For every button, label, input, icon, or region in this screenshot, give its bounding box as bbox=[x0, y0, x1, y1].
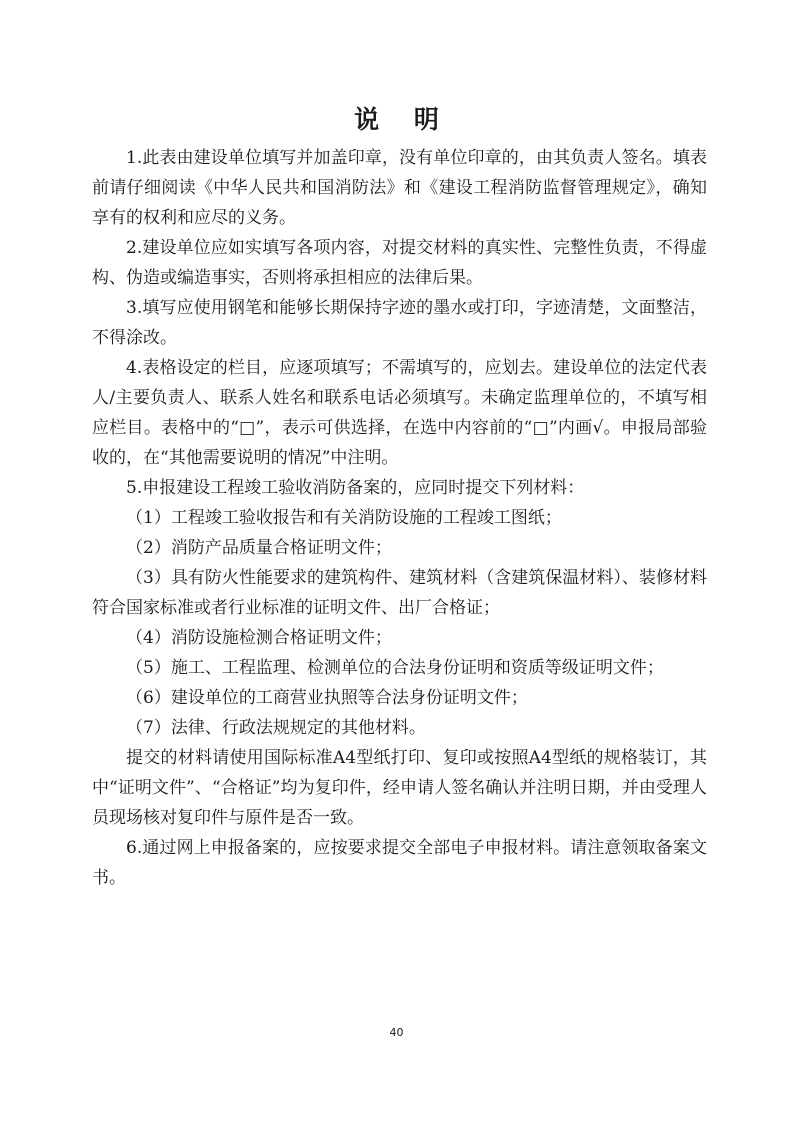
list-item-materials-7: （7）法律、行政法规规定的其他材料。 bbox=[126, 718, 426, 738]
instructions-body bbox=[92, 143, 707, 893]
list-item-materials-3: （3）具有防火性能要求的建筑构件、建筑材料（含建筑保温材料）、装修材料符合国家标准或者行业标准的证明文件、出厂合格证； bbox=[92, 568, 707, 618]
paragraph-submission-format: 提交的材料请使用国际标准A4型纸打印、复印或按照A4型纸的规格装订，其中“证明文件”、“合格证”均为复印件，经申请人签名确认并注明日期，并由受理人员现场核对复印件与原件是否一致。 bbox=[92, 748, 707, 828]
paragraph-1: 1.此表由建设单位填写并加盖印章，没有单位印章的，由其负责人签名。填表前请仔细阅读《中华人民共和国消防法》和《建设工程消防监督管理规定》，确知享有的权利和应尽的义务。 bbox=[92, 148, 707, 228]
paragraph-3: 3.填写应使用钢笔和能够长期保持字迹的墨水或打印，字迹清楚，文面整洁，不得涂改。 bbox=[92, 298, 707, 348]
page-number: 40 bbox=[389, 1026, 404, 1039]
paragraph-5: 5.申报建设工程竣工验收消防备案的，应同时提交下列材料： bbox=[126, 478, 585, 498]
list-item-materials-2: （2）消防产品质量合格证明文件； bbox=[126, 538, 392, 558]
list-item-materials-5: （5）施工、工程监理、检测单位的合法身份证明和资质等级证明文件； bbox=[126, 658, 664, 678]
paragraph-2: 2.建设单位应如实填写各项内容，对提交材料的真实性、完整性负责，不得虚构、伪造或编造事实，否则将承担相应的法律后果。 bbox=[92, 238, 707, 288]
list-item-materials-6: （6）建设单位的工商营业执照等合法身份证明文件； bbox=[126, 688, 528, 708]
paragraph-6: 6.通过网上申报备案的，应按要求提交全部电子申报材料。请注意领取备案文书。 bbox=[92, 838, 707, 888]
list-item-materials-1: （1）工程竣工验收报告和有关消防设施的工程竣工图纸； bbox=[126, 508, 562, 528]
list-item-materials-4: （4）消防设施检测合格证明文件； bbox=[126, 628, 392, 648]
page-title: 说 明 bbox=[354, 105, 439, 134]
paragraph-4: 4.表格设定的栏目，应逐项填写；不需填写的，应划去。建设单位的法定代表人/主要负责人、联系人姓名和联系电话必须填写。未确定监理单位的，不填写相应栏目。表格中的“□”，表示可供选择，在选中内容前的“□”内画√。申报局部验收的，在“其他需要说明的情况”中注明。 bbox=[92, 358, 707, 468]
